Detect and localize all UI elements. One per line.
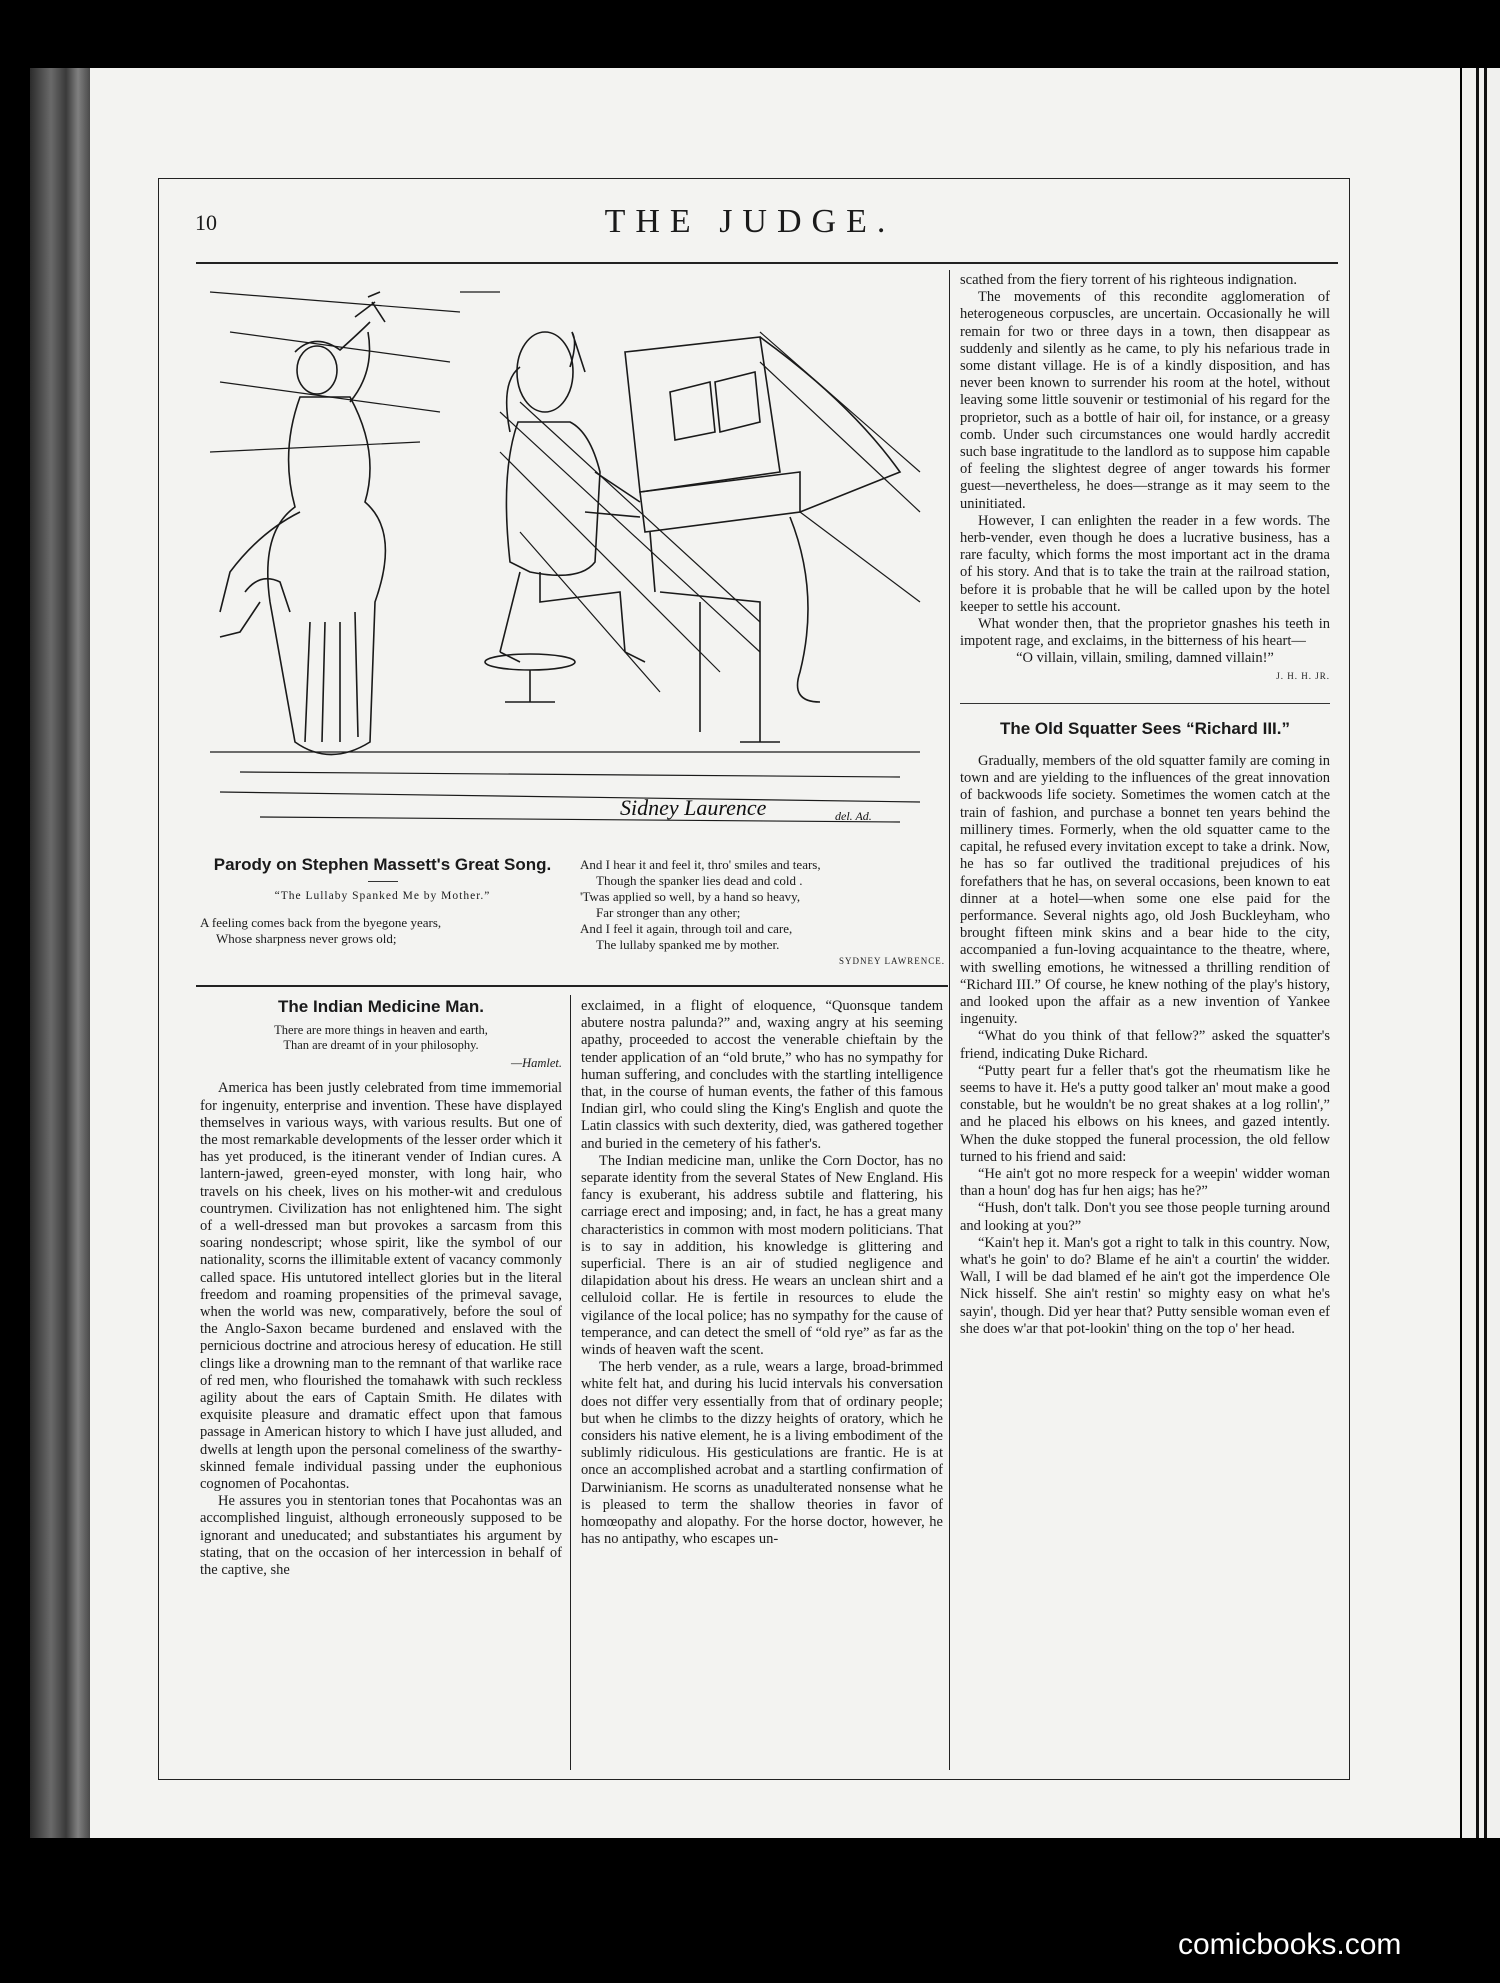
column-rule-right	[949, 270, 950, 1770]
illustration	[200, 272, 935, 837]
page-number: 10	[195, 210, 217, 235]
paragraph: However, I can enlighten the reader in a few words. The herb-vender, even though he does a lucrative business, has a rare faculty, which forms the most important act in the drama of his story. And that is to take the train at the railroad station, before it is probable that he will be called upon by the hotel keeper to settle his account.	[960, 512, 1330, 615]
masthead: THE JUDGE.	[604, 203, 896, 240]
column-rule-middle	[570, 995, 571, 1770]
parody-signature: SYDNEY LAWRENCE.	[839, 956, 945, 966]
masthead-rule	[196, 262, 1338, 264]
squatter-title: The Old Squatter Sees “Richard III.”	[999, 718, 1290, 738]
paragraph: What wonder then, that the proprietor gnashes his teeth in impotent rage, and exclaims, in the bitterness of his heart—	[960, 616, 1330, 650]
paragraph: “Hush, don't talk. Don't you see those people turning around and looking at you?”	[960, 1200, 1330, 1234]
parody-line: 'Twas applied so well, by a hand so heavy,	[580, 889, 801, 904]
paragraph: The Indian medicine man, unlike the Corn Doctor, has no separate identity from the several States of New England. His fancy is exuberant, his address subtile and flattering, his carriage erect and imposing; and, in fact, he has a great many characteristics in common with most modern politicians. That is to say in addition, his knowledge is glittering and superficial. There is an air of studied negligence and dilapidation about his dress. He wears an unclean shirt and a celluloid collar. He is fertile in resources to elude the vigilance of the local police; has no sympathy for the cause of temperance, and can detect the smell of “old rye” as far as the winds of heaven waft the scent.	[581, 1152, 943, 1359]
parody-line: Whose sharpness never grows old;	[216, 931, 397, 947]
parody-line: Though the spanker lies dead and cold .	[596, 873, 803, 888]
medicine-man-title: The Indian Medicine Man.	[278, 997, 484, 1016]
paragraph: He assures you in stentorian tones that Pocahontas was an accomplished linguist, although erroneously supposed to be ignorant and uneducated; and substantiates his argument by stating, that on the occasion of her intercession in behalf of the captive, she	[200, 1493, 562, 1579]
section-rule	[960, 703, 1330, 704]
medicine-man-signature: J. H. H. JR.	[1276, 670, 1330, 681]
paragraph: “O villain, villain, smiling, damned villain!”	[1016, 650, 1274, 667]
illustration-signature-suffix: del. Ad.	[835, 809, 872, 823]
next-page-edge	[1462, 68, 1500, 1838]
hatch-background	[210, 292, 920, 822]
paragraph: exclaimed, in a flight of eloquence, “Quonsque tandem abutere nostra palunda?” and, waxing angry at his seeming apathy, proceeded to accost the venerable chieftain by the tender application of an “old brute,” who has no sympathy for human suffering, and concludes with the startling intelligence that, in the course of human events, the father of this famous Indian girl, who could sling the King's English and quote the Latin classics with such dexterity, died, was gathered together and buried in the cemetery of his father's.	[581, 998, 943, 1152]
paragraph: Gradually, members of the old squatter family are coming in town and are yielding to the influences of the great innovation of backwoods life society. Sometimes the women catch at the train of fashion, and purchase a bonnet ten years behind the millinery times. Formerly, when the old squatter came to the capital, he refused every invitation except to take a drink. Now, he has so far outlived the traditional prejudices of his forefathers that he has, on several occasions, been known to eat dinner at a hotel—when some one else paid for the performance. Several nights ago, old Josh Buckleyham, who brought fifteen mink skins and a bear hide to the city, accompanied a fun-loving acquaintance to the theatre, where, with swelling emotions, he witnessed a thrilling rendition of “Richard III.” Of course, he knew nothing of the play's history, and looked upon the affair as a new invention of Yankee ingenuity.	[960, 753, 1330, 1028]
parody-left	[200, 856, 565, 947]
parody-line: And I feel it again, through toil and care,	[580, 921, 793, 936]
paragraph: “He ain't got no more respeck for a weepin' widder woman than a houn' dog has fur hen aigs; has he?”	[960, 1165, 1330, 1200]
illustration-bottom-rule	[196, 985, 948, 987]
parody-right	[580, 857, 945, 969]
medicine-man-col2	[581, 998, 943, 1549]
watermark: comicbooks.com	[1178, 1928, 1402, 1961]
paragraph: The movements of this recondite agglomeration of heterogeneous corpuscles, are uncertain. Occasionally he will remain for two or three days in a town, then disappear as suddenly and silently as he came, to ply his nefarious trade in some distant village. He is of a kindly disposition, and has never been known to surrender his room at the hotel, without leaving some little souvenir or testimonial of his regard for the proprietor, such as a bottle of hair oil, for instance, or a greasy comb. Under such circumstances one would hardly accredit such base ingratitude to the landlord as to suppose him capable of feeling the slightest degree of anger towards his former guest—nevertheless, he does—strange as it may seem to the uninitiated.	[960, 289, 1330, 512]
paragraph: “What do you think of that fellow?” asked the squatter's friend, indicating Duke Richard.	[960, 1028, 1330, 1062]
paragraph: “Kain't hep it. Man's got a right to talk in this country. Now, what's he goin' to do? Blame ef he ain't a courtin' the widder. Wall, I will be dad blamed ef he ain't got the imperdence Ole Nick hisself. She ain't restin' so mighty easy on what he's sayin', though. Did yer hear that? Putty sensible woman even ef she does w'ar that pot-lookin' thing on the top o' her head.	[960, 1234, 1330, 1337]
medicine-man-col1	[200, 998, 562, 1579]
paragraph: “Putty peart fur a feller that's got the rheumatism like he seems to have it. He's a putty good talker an' mout make a good constable, but he wouldn't be no great shakes at a log rollin',” and he placed his elbows on his knees, and gazed intently. When the duke stopped the funeral procession, the old fellow turned to his friend and said:	[960, 1062, 1330, 1165]
paragraph: America has been justly celebrated from time immemorial for ingenuity, enterprise and invention. These have displayed themselves in various ways, with various results. But one of the most remarkable developments of the lesser order which it has yet produced, is the itinerant vender of Indian cures. A lantern-jawed, green-eyed monster, with long hair, who travels on his cheek, lives on his mother-wit and credulous countrymen. Civilization has not enlightened him. The sight of a well-dressed man but provokes a sarcasm from this soaring nondescript; whose spirit, like the symbol of our nationality, scorns the illimitable extent of vacancy commonly called space. His untutored intellect glories but in the literal freedom and roaming propensities of the primeval savage, when the world was new, comparatively, before the soul of the Anglo-Saxon became burdened and enslaved with the pernicious doctrine and atrocious heresy of education. He still clings like a drowning man to the remnant of that warlike race of red men, who flourished the tomahawk with such reckless agility about the ears of Captain Smith. He dilates with exquisite pleasure and dramatic effect upon that famous passage in American history to which I have just alluded, and dwells at length upon the personal comeliness of the swarthy-skinned female individual passing under the euphonious cognomen of Pocahontas.	[200, 1080, 562, 1493]
parody-line: And I hear it and feel it, thro' smiles and tears,	[580, 857, 821, 872]
parody-title: Parody on Stephen Massett's Great Song.	[213, 855, 552, 874]
paragraph: The herb vender, as a rule, wears a large, broad-brimmed white felt hat, and during his lucid intervals his conversation does not differ very essentially from that of ordinary people; but when he climbs to the dizzy heights of oratory, which he considers his native element, he is a living embodiment of the sublimly ridiculous. His gesticulations are frantic. He is at once an accomplished acrobat and a startling confirmation of Darwinianism. He scorns as unadulterated nonsense what he is pleased to term the shallow theories in favor of homœopathy and alopathy. For the horse doctor, however, he has no antipathy, who escapes un-	[581, 1359, 943, 1548]
parody-subtitle: “The Lullaby Spanked Me by Mother.”	[274, 890, 491, 903]
parody-line: Far stronger than any other;	[596, 905, 741, 920]
woman-figure	[220, 292, 385, 755]
parody-line: The lullaby spanked me by mother.	[596, 937, 780, 952]
medicine-man-col3	[960, 272, 1330, 1338]
epigraph-attribution: —Hamlet.	[510, 1056, 562, 1071]
parody-line: A feeling comes back from the byegone years,	[200, 915, 442, 931]
illustration-signature: Sidney Laurence	[620, 795, 767, 820]
epigraph-line: There are more things in heaven and earth,	[274, 1023, 488, 1038]
epigraph-line: Than are dreamt of in your philosophy.	[283, 1038, 479, 1053]
book-binding	[30, 68, 90, 1838]
piano	[625, 337, 900, 742]
paragraph: scathed from the fiery torrent of his righteous indignation.	[960, 272, 1298, 288]
